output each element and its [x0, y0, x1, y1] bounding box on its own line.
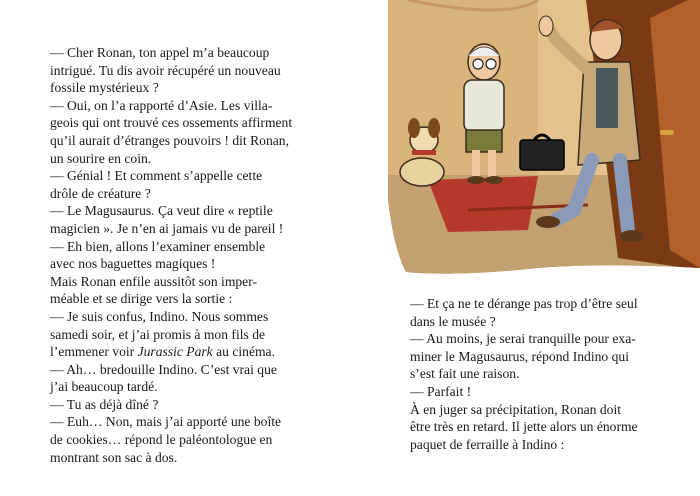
dog-ear — [408, 118, 420, 138]
text-line: — Au moins, je serai tranquille pour exa- — [410, 331, 636, 347]
text-line: de cookies… répond le paléontologue en — [50, 432, 273, 448]
text-line — [40, 343, 302, 361]
text-line: montrant son sac à dos. — [50, 449, 178, 465]
text-line: — Euh… Non, mais j’ai apporté une boîte — [50, 414, 282, 430]
dog-ear — [428, 118, 440, 138]
paragraph — [400, 401, 666, 454]
comic-illustration — [388, 0, 700, 280]
text-line: magicien ». Je n’en ai jamais vu de pareil ! — [50, 220, 284, 236]
text-line: geois qui ont trouvé ces ossements affirment — [50, 115, 293, 131]
text-line: drôle de créature ? — [50, 185, 151, 201]
text-line: — Et ça ne te dérange pas trop d’être seul — [410, 296, 638, 311]
door-handle — [660, 130, 674, 135]
text-line: — Tu as déjà dîné ? — [50, 396, 159, 412]
text-line: Mais Ronan enfile aussitôt son imper- — [50, 273, 257, 289]
text-line: À en juger sa précipitation, Ronan doit — [410, 401, 622, 417]
text-line: qu’il aurait d’étranges pouvoirs ! dit Ronan, — [50, 132, 289, 148]
text-line: — Le Magusaurus. Ça veut dire « reptile — [50, 203, 273, 219]
paragraph — [40, 413, 302, 466]
text-line: samedi soir, et j’ai promis à mon fils de — [50, 326, 266, 342]
paragraph — [400, 330, 666, 383]
text-line: avec nos baguettes magiques ! — [50, 256, 216, 272]
ronan-leg — [620, 160, 628, 230]
film-title: Jurassic Park — [137, 344, 213, 360]
ronan-hand — [539, 16, 553, 36]
paragraph — [40, 361, 302, 396]
paragraph — [40, 238, 302, 273]
text-line: être très en retard. Il jette alors un énorme — [410, 419, 638, 435]
paragraph — [40, 308, 302, 361]
paragraph — [40, 396, 302, 414]
text-line: — Je suis confus, Indino. Nous sommes — [50, 308, 269, 324]
paragraph — [400, 295, 666, 330]
paragraph — [40, 202, 302, 237]
text-line: — Cher Ronan, ton appel m’a beaucoup — [50, 45, 270, 60]
briefcase — [520, 140, 564, 170]
text-fragment: l’emmener voir — [50, 344, 138, 360]
indino-glasses — [486, 59, 496, 69]
indino-leg — [472, 150, 480, 178]
paragraph — [40, 167, 302, 202]
indino-shorts — [466, 130, 502, 152]
text-line: — Génial ! Et comment s’appelle cette — [50, 168, 263, 184]
text-line: s’est fait une raison. — [410, 366, 520, 382]
ronan-sweater — [596, 68, 618, 128]
text-line: fossile mystérieux ? — [50, 80, 159, 96]
indino-shoe — [485, 176, 503, 184]
ronan-shoe — [620, 230, 644, 242]
indino-shoe — [467, 176, 485, 184]
indino-glasses — [473, 59, 483, 69]
text-line: j’ai beaucoup tardé. — [50, 379, 158, 395]
indino-shirt — [464, 80, 504, 132]
paragraph — [40, 273, 302, 308]
text-line: dans le musée ? — [410, 313, 496, 329]
paragraph — [400, 383, 666, 401]
text-line: — Ah… bredouille Indino. C’est vrai que — [50, 361, 277, 377]
text-line: — Oui, on l’a rapporté d’Asie. Les villa- — [50, 97, 273, 113]
text-line: miner le Magusaurus, répond Indino qui — [410, 348, 629, 364]
text-line: méable et se dirige vers la sortie : — [50, 291, 233, 307]
indino-leg — [488, 150, 496, 178]
text-fragment: au cinéma. — [212, 344, 275, 360]
dog-collar — [412, 150, 436, 155]
text-line: — Eh bien, allons l’examiner ensemble — [50, 238, 266, 254]
paragraph — [40, 44, 302, 97]
ronan-shoe — [536, 216, 560, 228]
text-line: intrigué. Tu dis avoir récupéré un nouveau — [50, 62, 281, 78]
left-page-text — [40, 44, 302, 466]
dog-body — [400, 158, 444, 186]
text-line: un sourire en coin. — [50, 150, 152, 166]
text-line: — Parfait ! — [410, 383, 472, 399]
text-line: paquet de ferraille à Indino : — [410, 436, 565, 452]
paragraph — [40, 97, 302, 167]
right-page-text — [400, 295, 666, 453]
